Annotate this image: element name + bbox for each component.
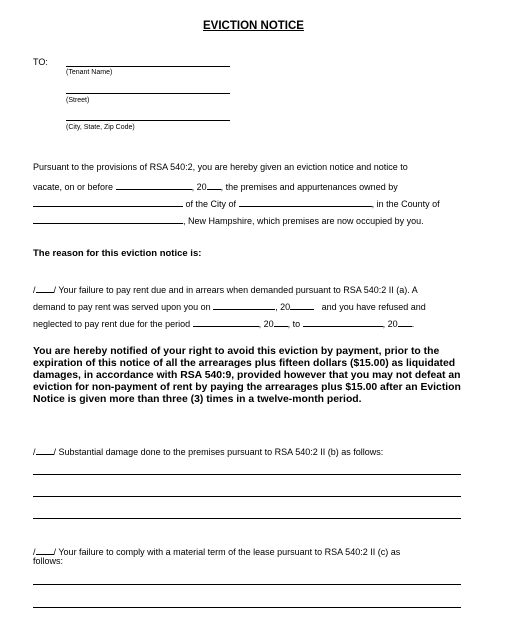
reason-1-line-3: neglected to pay rent due for the period , 20 , to , 20 . — [33, 319, 415, 329]
page-title: EVICTION NOTICE — [203, 20, 304, 32]
lease-term-description-line-1[interactable] — [33, 584, 461, 585]
street-line — [66, 93, 230, 94]
reason-1-checkbox[interactable]: / / — [33, 285, 57, 295]
reason-heading: The reason for this eviction notice is: — [33, 248, 202, 259]
reason-2-checkbox[interactable]: / / — [33, 447, 57, 457]
city-state-zip-line — [66, 120, 230, 121]
lease-term-description-line-2[interactable] — [33, 607, 461, 608]
notice-line-1: Pursuant to the provisions of RSA 540:2, you are hereby given an eviction notice and notice to — [33, 162, 408, 172]
reason-1-line-1: / / Your failure to pay rent due and in arrears when demanded pursuant to RSA 540:2 II (a). A — [33, 285, 418, 295]
damage-description-line-2[interactable] — [33, 496, 461, 497]
notice-line-3: of the City of , in the County of — [33, 197, 440, 209]
reason-2-line-1: / / Substantial damage done to the premises pursuant to RSA 540:2 II (b) as follows: — [33, 447, 384, 457]
tenant-name-hint: (Tenant Name) — [66, 69, 113, 76]
damage-description-line-3[interactable] — [33, 518, 461, 519]
city-state-zip-hint: (City, State, Zip Code) — [66, 124, 135, 131]
reason-1-line-2: demand to pay rent was served upon you on , 20 and you have refused and — [33, 302, 426, 312]
payment-rights-paragraph: You are hereby notified of your right to avoid this eviction by payment, prior to the expiration of this notice of all the arrearages plus fifteen dollars ($15.00) as liquidated damages, in accordance with RSA 540:9, provided however that you may not defeat an eviction for non-payment of rent by paying the arrearages plus $15.00 after an Eviction Notice is given more than three (3) times in a twelve-month period. — [33, 346, 461, 405]
reason-3-line-2: follows: — [33, 556, 64, 566]
street-hint: (Street) — [66, 97, 90, 104]
damage-description-line-1[interactable] — [33, 474, 461, 475]
tenant-name-line — [66, 66, 230, 67]
reason-3-checkbox[interactable]: / / — [33, 547, 57, 557]
notice-line-4: , New Hampshire, which premises are now occupied by you. — [33, 214, 424, 226]
notice-line-2: vacate, on or before , 20 , the premises and appurtenances owned by — [33, 182, 398, 192]
reason-3-line-1: / / Your failure to comply with a material term of the lease pursuant to RSA 540:2 II (c) as — [33, 547, 401, 557]
to-label: TO: — [33, 57, 48, 67]
